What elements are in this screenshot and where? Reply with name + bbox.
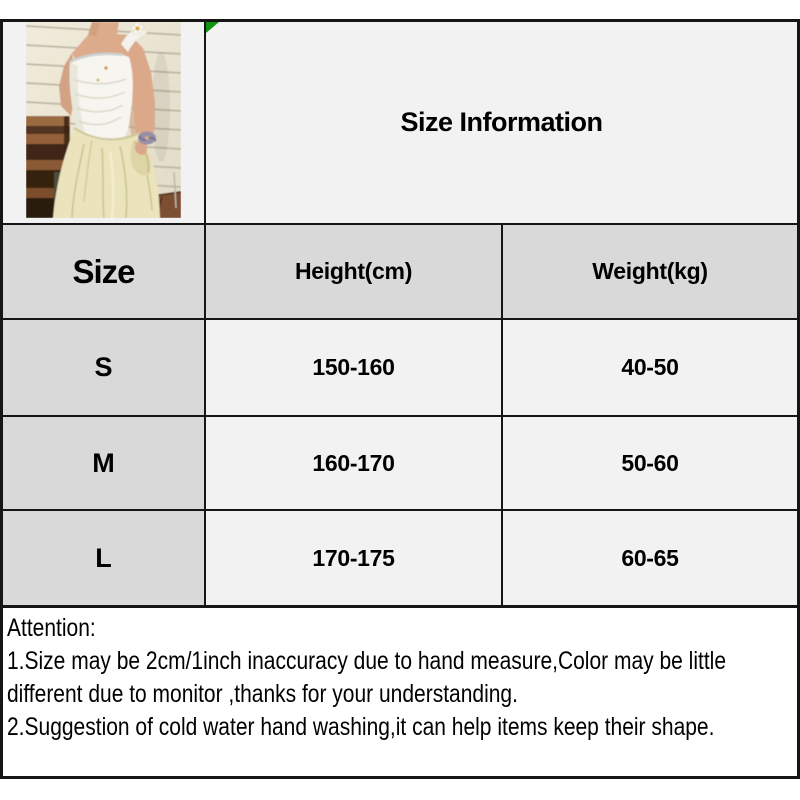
size-cell (3, 417, 206, 509)
weight-value: 40-50 (621, 354, 679, 380)
weight-value: 60-65 (621, 544, 679, 571)
column-header-height (206, 225, 503, 318)
table-row (3, 320, 797, 417)
size-label: L (95, 542, 112, 573)
product-photo-cell (3, 22, 206, 223)
size-label: S (94, 352, 113, 382)
height-value: 160-170 (312, 449, 395, 476)
weight-value: 50-60 (621, 449, 679, 476)
size-table (0, 19, 800, 608)
column-header-height-label: Height(cm) (294, 258, 413, 284)
table-header-row (3, 225, 797, 320)
title-cell (206, 22, 797, 223)
table-row (3, 511, 797, 605)
table-row (3, 417, 797, 511)
attention-heading: Attention: (7, 614, 96, 642)
product-photo-image (26, 22, 181, 218)
column-header-weight-label: Weight(kg) (592, 258, 708, 284)
product-photo (26, 22, 181, 218)
page-title: Size Information (400, 107, 603, 137)
weight-cell (503, 511, 797, 605)
height-cell (206, 511, 503, 605)
height-cell (206, 417, 503, 509)
column-header-size-label: Size (72, 252, 135, 290)
height-value: 170-175 (312, 544, 395, 571)
size-label: M (92, 447, 115, 478)
size-cell (3, 320, 206, 415)
size-cell (3, 511, 206, 605)
attention-note (0, 605, 800, 779)
attention-note-line: 1.Size may be 2cm/1inch inaccuracy due to hand measure,Color may be little (7, 647, 727, 675)
cell-corner-marker-icon (206, 22, 219, 33)
column-header-size (3, 225, 206, 318)
height-value: 150-160 (312, 354, 395, 380)
weight-cell (503, 320, 797, 415)
height-cell (206, 320, 503, 415)
table-row-title (3, 22, 797, 225)
attention-note-line: 2.Suggestion of cold water hand washing,it can help items keep their shape. (7, 713, 715, 741)
weight-cell (503, 417, 797, 509)
attention-note-line: different due to monitor ,thanks for your understanding. (7, 680, 518, 708)
column-header-weight (503, 225, 797, 318)
